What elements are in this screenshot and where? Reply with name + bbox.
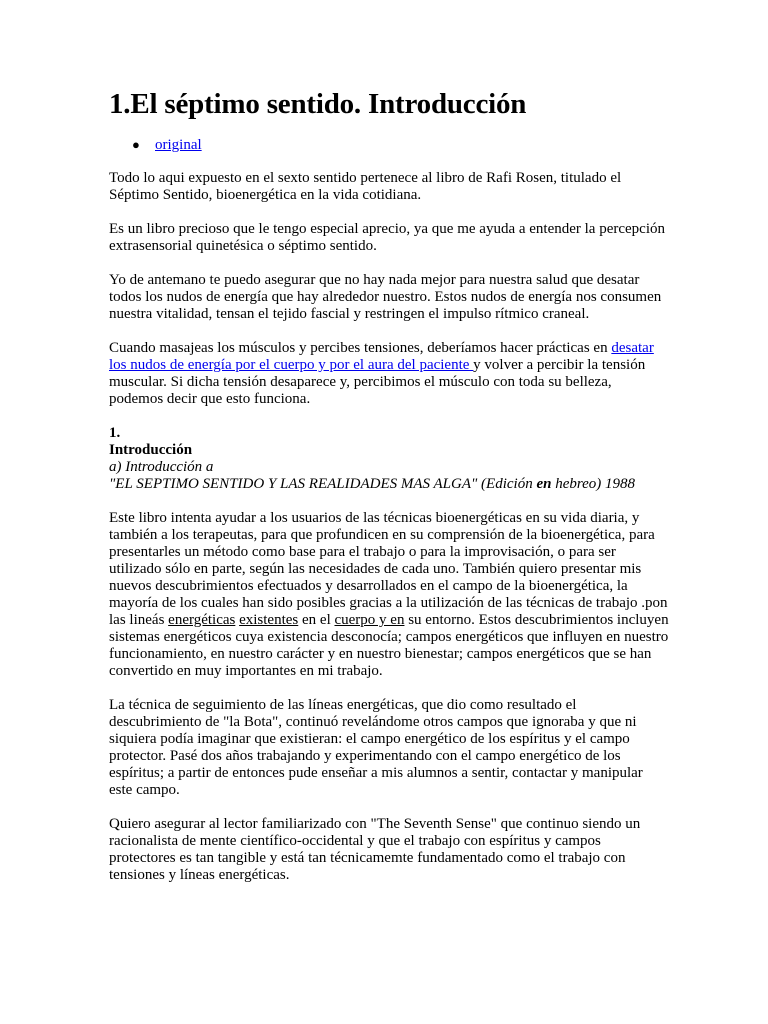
underlined-word: energéticas <box>168 612 236 628</box>
original-link[interactable]: original <box>155 137 202 153</box>
intro-paragraph-2: Es un libro precioso que le tengo especial aprecio, ya que me ayuda a entender la percepción extrasensorial quinetésica o séptimo sentido. <box>109 221 666 254</box>
page-title: 1.El séptimo sentido. Introducción <box>109 88 527 120</box>
body-paragraph-2: La técnica de seguimiento de las líneas energéticas, que dio como resultado el descubrimiento de "la Bota", continuó revelándome otros campos que ignoraba y que ni siquiera podía imaginar que existieran: el campo energético de los espíritus y el campo protector. Pasé dos años trabajando y experimentando con el campo energético de los espíritus; a partir de entonces pude enseñar a mis alumnos a sentir, contactar y manipular este campo. <box>109 697 643 798</box>
list-item <box>132 136 669 154</box>
underlined-word: existentes <box>239 612 299 628</box>
energy-knots-link[interactable]: desatar los nudos de energía por el cuerpo y por el aura del paciente <box>109 340 654 373</box>
link-list <box>109 136 669 154</box>
underlined-word: cuerpo y en <box>334 612 405 628</box>
paragraph-text: en el <box>298 612 335 628</box>
section-subheading: a) Introducción a <box>109 459 214 475</box>
section-header <box>109 425 669 493</box>
paragraph-text: su entorno. Estos descubrimientos incluyen sistemas energéticos cuya existencia desconocía; campos energéticos que influyen en nuestro funcionamiento, en nuestro carácter y en nuestro bienestar; campos energéticos que se han convertido en muy importantes en mi trabajo. <box>109 612 669 679</box>
book-title-after: hebreo) 1988 <box>551 476 636 492</box>
body-paragraph-3: Quiero asegurar al lector familiarizado con "The Seventh Sense" que continuo siendo un racionalista de mente científico-occidental y que el trabajo con espíritus y campos protectores es tan tangible y está tan técnicamemte fundamentado como el trabajo con tensiones y líneas energéticas. <box>109 816 641 883</box>
body-paragraph-1 <box>109 510 669 680</box>
book-title <box>109 476 635 492</box>
document-page <box>109 86 669 884</box>
paragraph-text: y volver a percibir la tensión muscular. Si dicha tensión desaparece y, percibimos el músculo con toda su belleza, podemos decir que esto funciona. <box>109 357 646 407</box>
paragraph-text: Este libro intenta ayudar a los usuarios de las técnicas bioenergéticas en su vida diaria, y también a los terapeutas, para que profundicen en su comprensión de la bioenergética, para presentarles un método como base para el trabajo o para la improvisación, o para ser utilizado sólo en parte, según las necesidades de cada uno. También quiero presentar mis nuevos descubrimientos efectuados y desarrollados en el campo de la bioenergética, la mayoría de los cuales han sido posibles gracias a la utilización de las técnicas de trabajo .pon las lineás <box>109 510 668 628</box>
section-number: 1. <box>109 425 121 441</box>
book-title-en: en <box>536 476 552 492</box>
section-heading: Introducción <box>109 442 193 458</box>
intro-paragraph-3: Yo de antemano te puedo asegurar que no hay nada mejor para nuestra salud que desatar todos los nudos de energía que hay alrededor nuestro. Estos nudos de energía nos consumen nuestra vitalidad, tensan el tejido fascial y restringen el impulso rítmico craneal. <box>109 272 662 322</box>
paragraph-text: Cuando masajeas los músculos y percibes tensiones, deberíamos hacer prácticas en <box>109 340 612 356</box>
bullet-icon: ● <box>132 137 140 152</box>
intro-paragraph-4 <box>109 340 669 408</box>
book-title-text: "EL SEPTIMO SENTIDO Y LAS REALIDADES MAS ALGA" (Edición <box>109 476 537 492</box>
intro-paragraph-1: Todo lo aqui expuesto en el sexto sentido pertenece al libro de Rafi Rosen, titulado el Séptimo Sentido, bioenergética en la vida cotidiana. <box>109 170 622 203</box>
